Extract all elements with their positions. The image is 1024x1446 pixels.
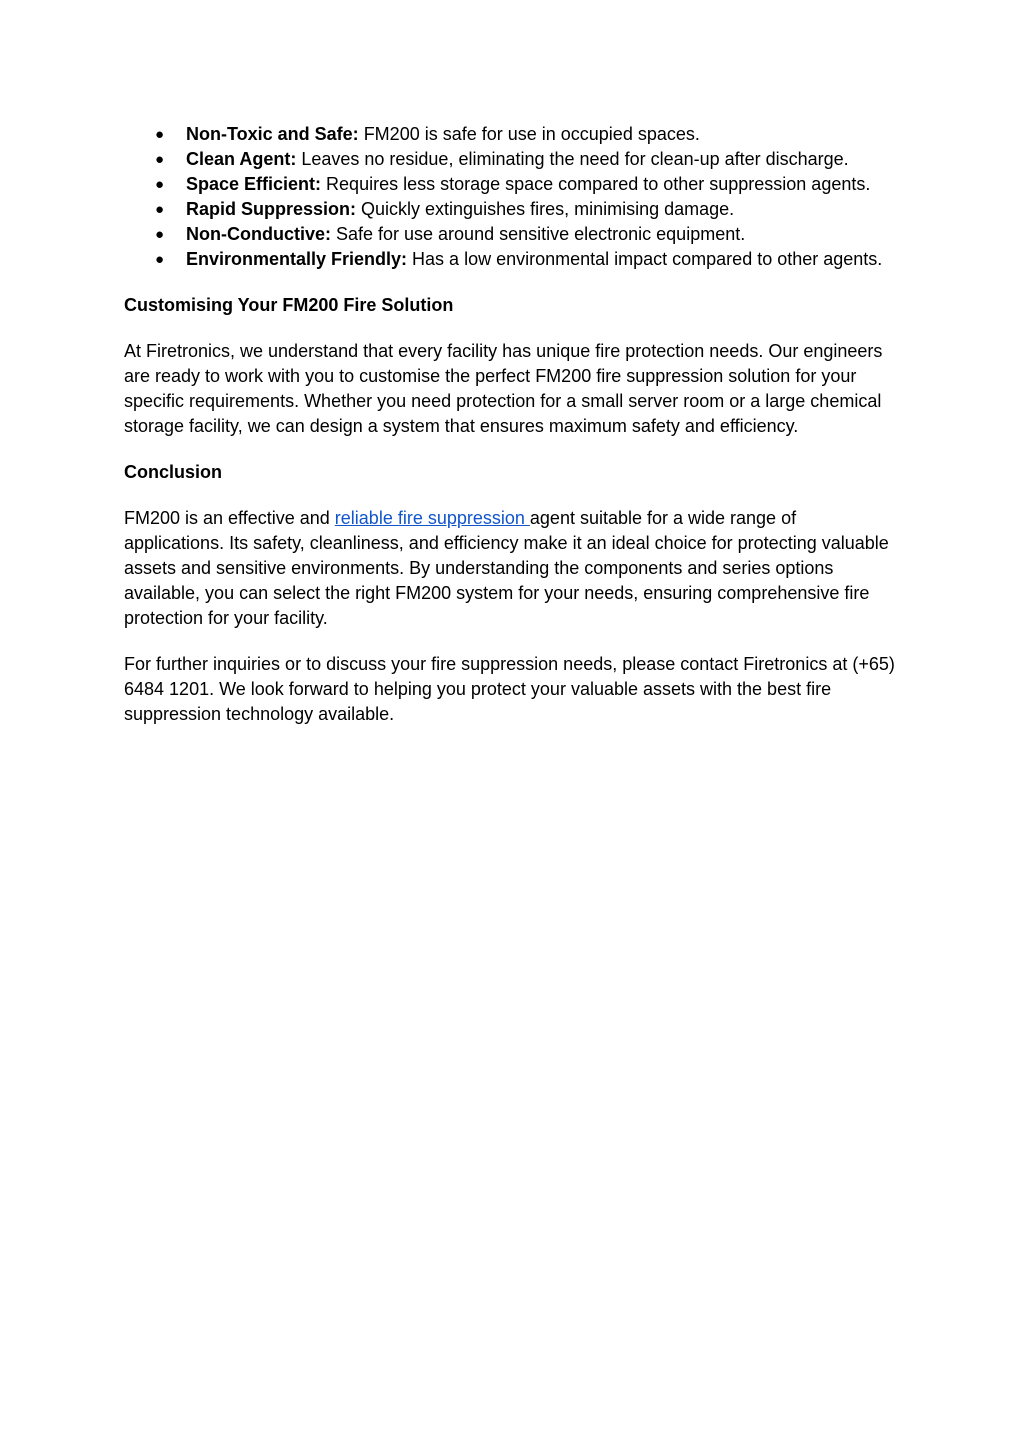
contact-paragraph: For further inquiries or to discuss your fire suppression needs, please contact Firetronics at (+65) 6484 1201. We look forward to helping you protect your valuable assets with the best fire suppression technology available. [124,654,895,724]
list-item [124,222,900,247]
conclusion-text-after: agent suitable for a wide range of applications. Its safety, cleanliness, and efficiency make it an ideal choice for protecting valuable assets and sensitive environments. By understanding the components and series options available, you can select the right FM200 system for your needs, ensuring comprehensive fire protection for your facility. [124,508,889,628]
benefit-term: Non-Toxic and Safe: [186,124,359,144]
list-item [124,172,900,197]
benefit-text: Requires less storage space compared to other suppression agents. [321,174,871,194]
bullet-icon: ● [155,151,165,168]
benefit-term: Rapid Suppression: [186,199,357,219]
document-body [124,122,900,727]
benefit-text: Leaves no residue, eliminating the need for clean-up after discharge. [296,149,849,169]
conclusion-paragraph [124,506,900,631]
benefit-text: Quickly extinguishes fires, minimising damage. [356,199,735,219]
list-item [124,147,900,172]
list-item [124,247,900,272]
benefit-text: Safe for use around sensitive electronic equipment. [330,224,746,244]
bullet-icon: ● [155,126,165,143]
customising-heading: Customising Your FM200 Fire Solution [124,295,454,315]
benefit-text: FM200 is safe for use in occupied spaces. [358,124,700,144]
benefits-list [124,122,900,272]
benefit-text: Has a low environmental impact compared to other agents. [407,249,883,269]
conclusion-text-before: FM200 is an effective and [124,508,335,528]
reliable-fire-suppression-link[interactable]: reliable fire suppression [334,508,530,528]
benefit-term: Non-Conductive: [186,224,331,244]
customising-paragraph: At Firetronics, we understand that every facility has unique fire protection needs. Our engineers are ready to work with you to customise the perfect FM200 fire suppression solution for your specific requirements. Whether you need protection for a small server room or a large chemical storage facility, we can design a system that ensures maximum safety and efficiency. [124,341,883,436]
bullet-icon: ● [155,226,165,243]
bullet-icon: ● [155,201,165,218]
list-item [124,122,900,147]
benefit-term: Space Efficient: [186,174,322,194]
list-item [124,197,900,222]
bullet-icon: ● [155,251,165,268]
bullet-icon: ● [155,176,165,193]
benefit-term: Clean Agent: [186,149,297,169]
conclusion-heading: Conclusion [124,462,222,482]
benefit-term: Environmentally Friendly: [186,249,408,269]
